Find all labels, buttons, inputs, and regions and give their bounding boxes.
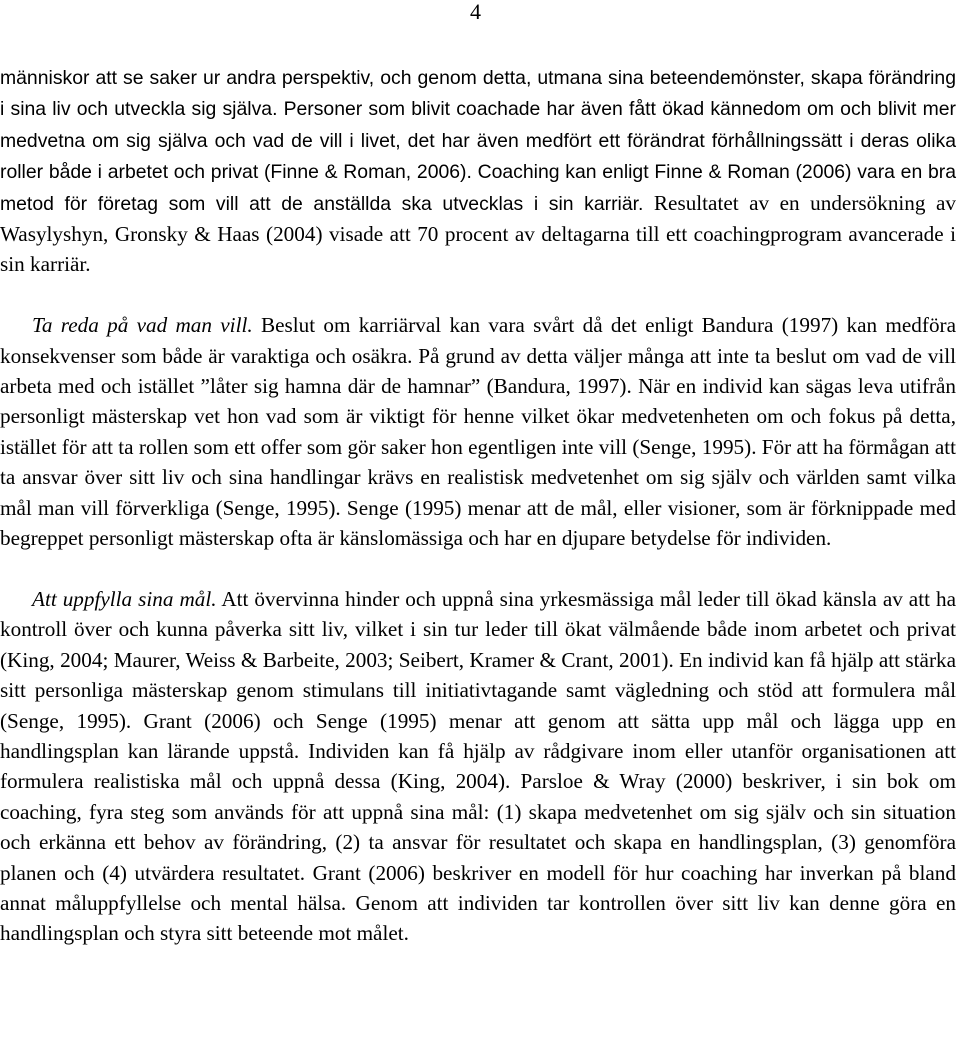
section-heading-att-uppfylla: Att uppfylla sina mål.: [32, 586, 217, 611]
paragraph-ta-reda: [0, 310, 956, 553]
paragraph-att-uppfylla-body: Att övervinna hinder och uppnå sina yrkesmässiga mål leder till ökad känsla av att ha kontroll över och kunna påverka sitt liv, vilket i sin tur leder till ökat välmående både inom arbetet och privat (King, 2004; Maurer, Weiss & Barbeite, 2003; Seibert, Kramer & Crant, 2001). En individ kan få hjälp att stärka sitt personliga mästerskap genom stimulans till initiativtagande samt vägledning och stöd att formulera mål (Senge, 1995). Grant (2006) och Senge (1995) menar att genom att sätta upp mål och lägga upp en handlingsplan kan lärande uppstå. Individen kan få hjälp av rådgivare inom eller utanför organisationen att formulera realistiska mål och uppnå dessa (King, 2004). Parsloe & Wray (2000) beskriver, i sin bok om coaching, fyra steg som används för att uppnå sina mål: (1) skapa medvetenhet om sig själv och sin situation och erkänna ett behov av förändring, (2) ta ansvar för resultatet och skapa en handlingsplan, (3) genomföra planen och (4) utvärdera resultatet. Grant (2006) beskriver en modell för hur coaching har inverkan på bland annat måluppfyllelse och mental hälsa. Genom att individen tar kontrollen över sitt liv kan denne göra en handlingsplan och styra sitt beteende mot målet.: [0, 586, 956, 946]
section-heading-ta-reda: Ta reda på vad man vill.: [32, 313, 253, 338]
paragraph-coaching-effects: [0, 62, 956, 280]
paragraph-ta-reda-body: Beslut om karriärval kan vara svårt då det enligt Bandura (1997) kan medföra konsekvenser som både är varaktiga och osäkra. På grund av detta väljer många att inte ta beslut om vad de vill arbeta med och istället ”låter sig hamna där de hamnar” (Bandura, 1997). När en individ kan sägas leva utifrån personligt mästerskap vet hon vad som är viktigt för henne vilket ökar medvetenheten om och fokus på detta, istället för att ta rollen som ett offer som gör saker hon egentligen inte vill (Senge, 1995). För att ha förmågan att ta ansvar över sitt liv och sina handlingar krävs en realistisk medvetenhet om sig själv och världen samt vilka mål man vill förverkliga (Senge, 1995). Senge (1995) menar att de mål, eller visioner, som är förknippade med begreppet personligt mästerskap ofta är känslomässiga och har en djupare betydelse för individen.: [0, 313, 957, 551]
paragraph-coaching-effects-sans-text: människor att se saker ur andra perspektiv, och genom detta, utmana sina beteendemönster, skapa förändring i sina liv och utveckla sig själva.: [0, 67, 956, 121]
page-number: 4: [470, 0, 481, 24]
paragraph-coaching-effects-body-a: Personer som blivit coachade har även fått ökad kännedom om och blivit mer medvetna om sig själva och vad de vill i livet, det har även medfört ett förändrat förhållningssätt i deras olika roller både i arbetet och privat (Finne & Roman, 2006). Coaching kan enligt Finne & Roman (2006) vara en bra metod för företag som vill att de anställda ska utvecklas i sin karriär.: [0, 98, 956, 215]
paragraph-coaching-effects-body-b: Resultatet av en undersökning av Wasylyshyn, Gronsky & Haas (2004) visade att 70 procent av deltagarna till ett coachingprogram avancerade i sin karriär.: [0, 190, 956, 277]
body-text: [0, 62, 956, 949]
paragraph-att-uppfylla: [0, 584, 956, 949]
